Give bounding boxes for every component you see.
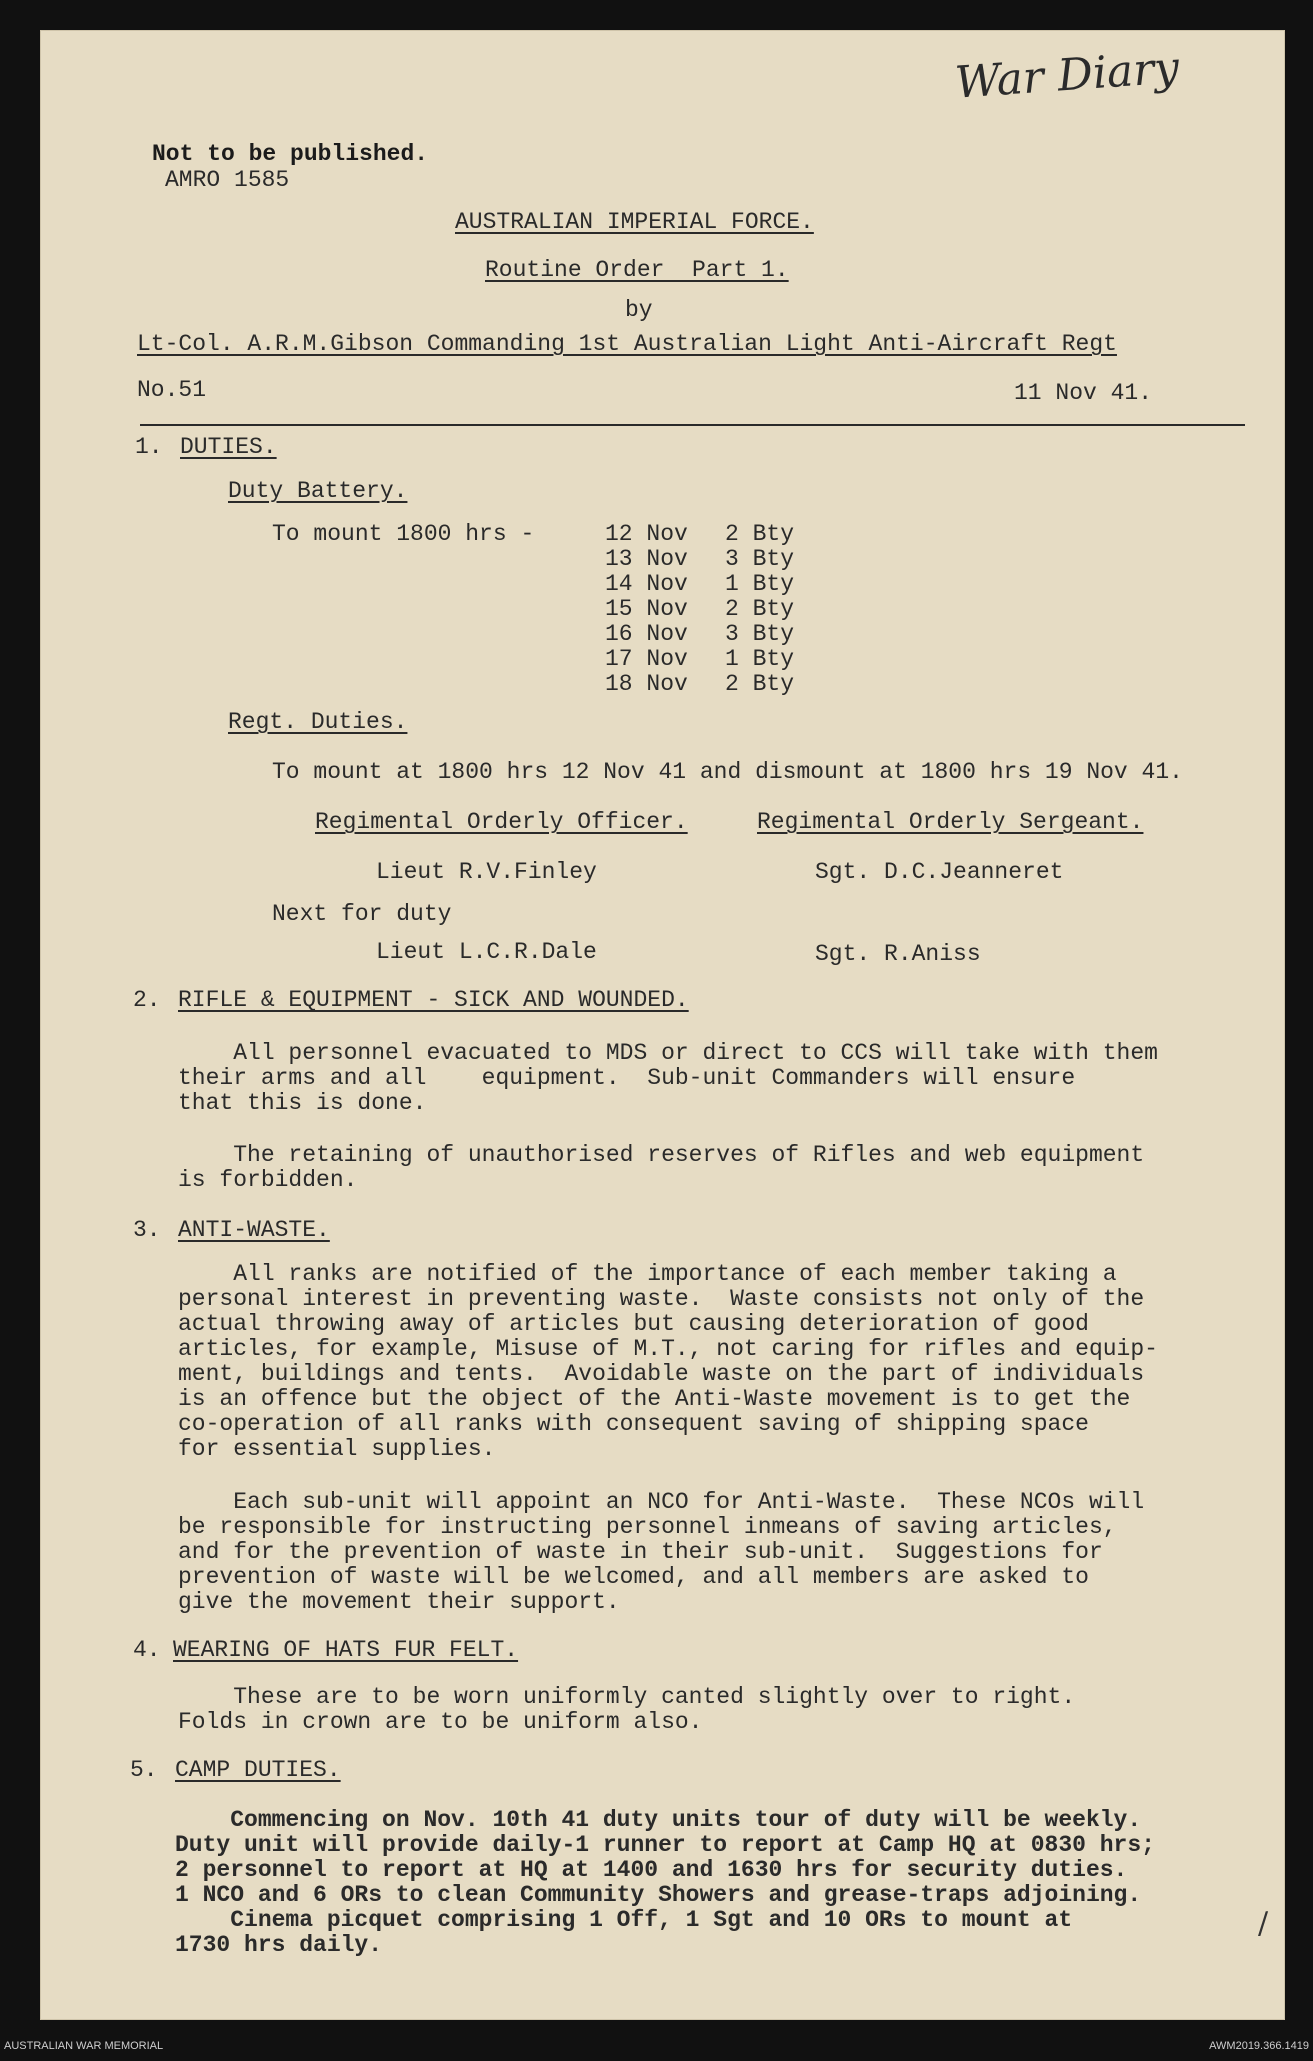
text-line: 1 NCO and 6 ORs to clean Community Showers and grease-traps adjoining.: [175, 1882, 1142, 1908]
handwritten-note: War Diary: [953, 42, 1181, 109]
section-2-heading: RIFLE & EQUIPMENT - SICK AND WOUNDED.: [178, 987, 689, 1013]
text-line: Each sub-unit will appoint an NCO for Anti-Waste. These NCOs will: [178, 1489, 1145, 1515]
section-2-paragraph-2: [178, 1143, 1144, 1193]
text-line: and for the prevention of waste in their sub-unit. Suggestions for: [178, 1539, 1103, 1565]
duty-battery: 2 Bty: [725, 596, 795, 622]
text-line: be responsible for instructing personnel inmeans of saving articles,: [178, 1514, 1117, 1540]
orderly-sergeant-heading: Regimental Orderly Sergeant.: [757, 809, 1144, 835]
table-row: [605, 572, 794, 597]
text-line: 2 personnel to report at HQ at 1400 and 1630 hrs for security duties.: [175, 1857, 1128, 1883]
to-mount-label: To mount 1800 hrs -: [272, 521, 535, 547]
section-1-number: 1.: [135, 434, 163, 460]
text-line: is an offence but the object of the Anti-Waste movement is to get the: [178, 1386, 1131, 1412]
duty-date: 15 Nov: [605, 596, 688, 622]
section-3-paragraph-2: [178, 1490, 1144, 1615]
text-line: All personnel evacuated to MDS or direct to CCS will take with them: [178, 1040, 1158, 1066]
duty-battery: 2 Bty: [725, 671, 795, 697]
header-rule: [140, 424, 1245, 426]
officer-1: Lieut R.V.Finley: [376, 859, 597, 885]
section-3-heading: ANTI-WASTE.: [178, 1217, 330, 1243]
footer-accession-number: AWM2019.366.1419: [1209, 2040, 1309, 2052]
text-line: Cinema picquet comprising 1 Off, 1 Sgt and 10 ORs to mount at: [175, 1907, 1073, 1933]
table-row: [605, 597, 794, 622]
next-for-duty-label: Next for duty: [272, 901, 452, 927]
section-3-paragraph-1: [178, 1262, 1158, 1462]
text-line: is forbidden.: [178, 1167, 358, 1193]
amro-number: AMRO 1585: [165, 167, 290, 193]
text-line: These are to be worn uniformly canted slightly over to right.: [178, 1684, 1076, 1710]
regt-mount-text: To mount at 1800 hrs 12 Nov 41 and dismount at 1800 hrs 19 Nov 41.: [272, 759, 1183, 785]
orderly-officer-heading: Regimental Orderly Officer.: [315, 809, 688, 835]
table-row: [605, 522, 794, 547]
officer-2: Lieut L.C.R.Dale: [376, 939, 597, 965]
text-line: actual throwing away of articles but causing deterioration of good: [178, 1311, 1089, 1337]
section-5-paragraph: [175, 1808, 1155, 1958]
sergeant-2: Sgt. R.Aniss: [815, 941, 981, 967]
text-line: 1730 hrs daily.: [175, 1932, 383, 1958]
duty-date: 13 Nov: [605, 546, 688, 572]
text-line: co-operation of all ranks with consequent saving of shipping space: [178, 1411, 1089, 1437]
text-line: for essential supplies.: [178, 1436, 496, 1462]
order-number: No.51: [137, 377, 207, 403]
regt-duties-heading: Regt. Duties.: [228, 709, 408, 735]
text-line: Commencing on Nov. 10th 41 duty units tour of duty will be weekly.: [175, 1807, 1142, 1833]
text-line: prevention of waste will be welcomed, and all members are asked to: [178, 1564, 1089, 1590]
text-line: All ranks are notified of the importance of each member taking a: [178, 1261, 1117, 1287]
table-row: [605, 647, 794, 672]
duty-battery-table: [605, 522, 794, 697]
duty-battery: 1 Bty: [725, 646, 795, 672]
text-line: personal interest in preventing waste. Waste consists not only of the: [178, 1286, 1145, 1312]
text-line: that this is done.: [178, 1090, 427, 1116]
commander-line: Lt-Col. A.R.M.Gibson Commanding 1st Australian Light Anti-Aircraft Regt: [137, 331, 1117, 357]
duty-battery-heading: Duty Battery.: [228, 478, 408, 504]
duty-battery: 3 Bty: [725, 621, 795, 647]
table-row: [605, 547, 794, 572]
text-line: The retaining of unauthorised reserves of Rifles and web equipment: [178, 1142, 1145, 1168]
section-4-heading: WEARING OF HATS FUR FELT.: [173, 1637, 519, 1663]
order-date: 11 Nov 41.: [1014, 380, 1153, 406]
duty-date: 14 Nov: [605, 571, 688, 597]
duty-date: 18 Nov: [605, 671, 688, 697]
section-4-paragraph: [178, 1685, 1075, 1735]
page-corner-mark: /: [1258, 1906, 1269, 1941]
footer-credit: AUSTRALIAN WAR MEMORIAL: [4, 2040, 164, 2052]
text-line: their arms and all equipment. Sub-unit Commanders will ensure: [178, 1065, 1076, 1091]
duty-date: 16 Nov: [605, 621, 688, 647]
table-row: [605, 622, 794, 647]
duty-date: 17 Nov: [605, 646, 688, 672]
section-5-heading: CAMP DUTIES.: [175, 1757, 341, 1783]
section-1-heading: DUTIES.: [180, 434, 277, 460]
text-line: Duty unit will provide daily-1 runner to report at Camp HQ at 0830 hrs;: [175, 1832, 1155, 1858]
by-label: by: [625, 297, 653, 323]
text-line: Folds in crown are to be uniform also.: [178, 1709, 703, 1735]
text-line: articles, for example, Misuse of M.T., not caring for rifles and equip-: [178, 1336, 1158, 1362]
section-4-number: 4.: [133, 1637, 161, 1663]
duty-battery: 2 Bty: [725, 521, 795, 547]
document-subtitle: Routine Order Part 1.: [485, 257, 789, 283]
sergeant-1: Sgt. D.C.Jeanneret: [815, 859, 1064, 885]
section-2-number: 2.: [133, 987, 161, 1013]
duty-date: 12 Nov: [605, 521, 688, 547]
text-line: give the movement their support.: [178, 1589, 620, 1615]
duty-battery: 1 Bty: [725, 571, 795, 597]
section-3-number: 3.: [133, 1217, 161, 1243]
section-2-paragraph-1: [178, 1041, 1158, 1116]
section-5-number: 5.: [130, 1757, 158, 1783]
duty-battery: 3 Bty: [725, 546, 795, 572]
document-title: AUSTRALIAN IMPERIAL FORCE.: [455, 209, 814, 235]
table-row: [605, 672, 794, 697]
text-line: ment, buildings and tents. Avoidable waste on the part of individuals: [178, 1361, 1145, 1387]
not-published-label: Not to be published.: [152, 141, 429, 167]
